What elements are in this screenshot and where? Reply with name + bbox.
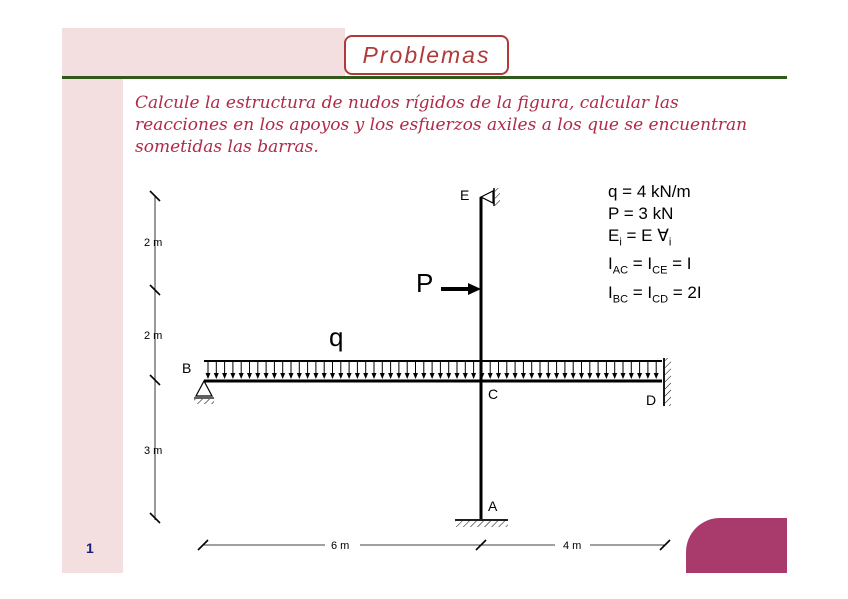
load-arrow-head — [612, 373, 617, 379]
load-arrow-head — [222, 373, 227, 379]
slide-title: Problemas — [344, 35, 509, 75]
load-arrow-head — [521, 373, 526, 379]
load-arrow-head — [546, 373, 551, 379]
load-arrow-head — [313, 373, 318, 379]
load-arrow-head — [239, 373, 244, 379]
load-arrow-head — [604, 373, 609, 379]
prop-e: $E_i = E$ $\forall_i$ — [608, 226, 672, 249]
load-arrow-head — [579, 373, 584, 379]
corner-decoration — [686, 518, 787, 573]
load-arrow-head — [396, 373, 401, 379]
dim-label-4m: 4 m — [563, 540, 582, 552]
dim-label-2m-top: 2 m — [144, 237, 163, 249]
load-arrow-head — [330, 373, 335, 379]
support-b — [194, 381, 214, 404]
support-a — [455, 520, 508, 527]
load-arrow-head — [554, 373, 559, 379]
node-label-e: E — [460, 187, 470, 203]
load-arrow-head — [347, 373, 352, 379]
point-load-arrow — [441, 283, 481, 295]
load-arrow-head — [430, 373, 435, 379]
load-arrow-head — [596, 373, 601, 379]
node-label-a: A — [488, 498, 498, 514]
load-arrow-head — [645, 373, 650, 379]
load-arrow-head — [255, 373, 260, 379]
load-arrow-head — [538, 373, 543, 379]
load-arrow-head — [496, 373, 501, 379]
load-arrow-head — [463, 373, 468, 379]
node-label-d: D — [646, 392, 657, 408]
dim-label-6m: 6 m — [331, 540, 350, 552]
load-arrow-head — [438, 373, 443, 379]
load-arrow-head — [504, 373, 509, 379]
prop-i-bc-cd: $I_{BC} = I_{CD} = 2I$ — [608, 282, 702, 306]
load-arrow-head — [629, 373, 634, 379]
load-arrow-head — [338, 373, 343, 379]
load-arrow-head — [571, 373, 576, 379]
load-arrow-head — [272, 373, 277, 379]
load-arrow-head — [355, 373, 360, 379]
load-arrow-head — [289, 373, 294, 379]
load-arrow-head — [305, 373, 310, 379]
load-arrow-head — [455, 373, 460, 379]
load-arrow-head — [587, 373, 592, 379]
prop-p: P = 3 kN — [608, 204, 674, 223]
load-arrow-head — [247, 373, 252, 379]
support-e — [481, 188, 500, 206]
problem-statement: Calcule la estructura de nudos rígidos de la figura, calcular las reacciones en los apoyos y los esfuerzos axiles a los que se encuentran sometidas las barras. — [135, 93, 748, 157]
prop-q: q = 4 kN/m — [608, 182, 691, 201]
load-label-p: P — [416, 268, 434, 298]
load-arrow-head — [363, 373, 368, 379]
node-label-b: B — [182, 360, 192, 376]
load-arrow-head — [413, 373, 418, 379]
load-arrow-head — [264, 373, 269, 379]
load-arrow-head — [421, 373, 426, 379]
load-label-q: q — [329, 322, 344, 352]
node-label-c: C — [488, 386, 499, 402]
load-arrow-head — [513, 373, 518, 379]
dim-label-3m: 3 m — [144, 445, 163, 457]
load-arrow-head — [621, 373, 626, 379]
page-number: 1 — [86, 540, 94, 556]
load-arrow-head — [206, 373, 211, 379]
dim-label-2m-mid: 2 m — [144, 330, 163, 342]
load-arrow-head — [388, 373, 393, 379]
load-arrow-head — [405, 373, 410, 379]
load-arrow-head — [230, 373, 235, 379]
load-arrow-head — [654, 373, 659, 379]
prop-i-ac-ce: $I_{AC} = I_{CE} = I$ — [608, 254, 692, 277]
load-arrow-head — [446, 373, 451, 379]
load-arrow-head — [214, 373, 219, 379]
load-arrow-head — [322, 373, 327, 379]
load-arrow-head — [562, 373, 567, 379]
load-arrow-head — [280, 373, 285, 379]
load-arrow-head — [297, 373, 302, 379]
load-arrow-head — [488, 373, 493, 379]
distributed-load — [204, 360, 662, 379]
support-d — [664, 358, 671, 406]
load-arrow-head — [637, 373, 642, 379]
load-arrow-head — [529, 373, 534, 379]
load-arrow-head — [471, 373, 476, 379]
load-arrow-head — [372, 373, 377, 379]
horizontal-dimension-line — [198, 540, 670, 550]
load-arrow-head — [380, 373, 385, 379]
properties-list — [608, 181, 702, 310]
